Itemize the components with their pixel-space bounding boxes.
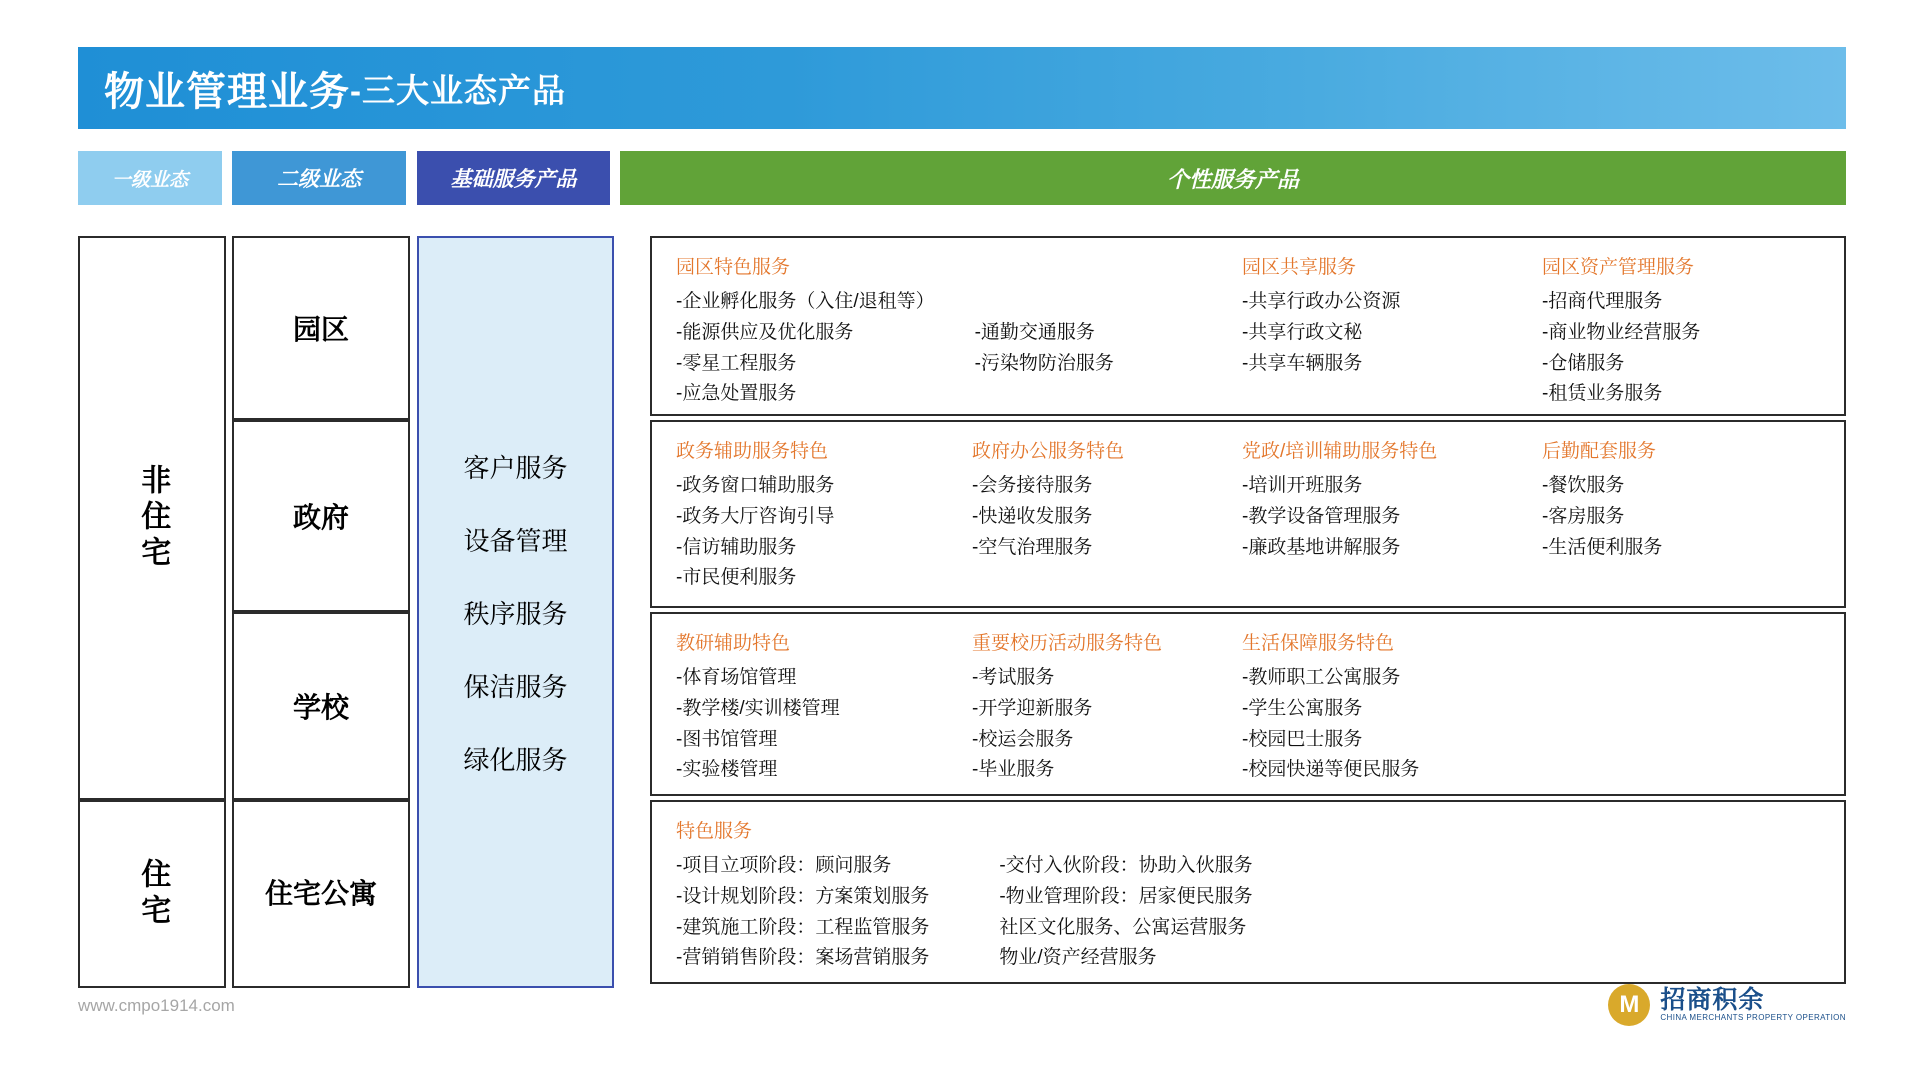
logo-text-en: CHINA MERCHANTS PROPERTY OPERATION: [1660, 1013, 1846, 1023]
service-item: -能源供应及优化服务: [676, 321, 854, 343]
service-item: -教师职工公寓服务: [1242, 667, 1401, 688]
logo-mark-icon: M: [1608, 984, 1650, 1026]
service-group-school-living: [1242, 628, 1419, 786]
service-item: -信访辅助服务: [676, 536, 797, 558]
custom-service-row-government: [650, 420, 1846, 608]
level1-cell-residential: 住宅: [78, 800, 226, 988]
service-item: -招商代理服务: [1542, 291, 1663, 312]
service-group-col: [676, 287, 935, 410]
service-item: -项目立项阶段：顾问服务: [676, 855, 892, 876]
service-item: [975, 287, 1114, 318]
service-item: -学生公寓服务: [1242, 697, 1363, 719]
service-item: -实验楼管理: [676, 759, 778, 781]
custom-service-row-park: [650, 236, 1846, 416]
service-group-title: 生活保障服务特色: [1242, 633, 1395, 654]
service-item: -仓储服务: [1542, 352, 1625, 374]
service-item: -物业管理阶段：居家便民服务: [999, 885, 1253, 907]
custom-service-row-home: [650, 800, 1846, 984]
service-group-col: [975, 287, 1114, 410]
service-group-title: 教研辅助特色: [676, 633, 791, 654]
service-item: -客房服务: [1542, 505, 1625, 527]
service-group-gov-office: [972, 436, 1124, 563]
service-item: -校运会服务: [972, 728, 1074, 750]
service-group-park-shared: [1242, 252, 1400, 379]
service-item: -校园巴士服务: [1242, 728, 1363, 750]
service-group-school-calendar: [972, 628, 1162, 786]
logo-text: [1660, 987, 1846, 1023]
service-item: -交付入伙阶段：协助入伙服务: [999, 855, 1253, 876]
service-group-school-teaching: [676, 628, 840, 786]
service-group-col: [676, 851, 929, 974]
service-item: -市民便利服务: [676, 567, 797, 589]
service-group-home-feature: [676, 816, 1253, 974]
header-custom-service: 个性服务产品: [620, 151, 1846, 205]
company-logo: [1608, 984, 1846, 1026]
service-group-title: 特色服务: [676, 821, 753, 842]
service-item: -生活便利服务: [1542, 536, 1663, 558]
service-group-title: 园区特色服务: [676, 257, 791, 278]
level2-cell-home-line1: 住宅: [264, 877, 321, 909]
page-subtitle: -三大业态产品: [350, 71, 566, 109]
service-item: -教学楼/实训楼管理: [676, 697, 840, 719]
service-item: -政务窗口辅助服务: [676, 475, 835, 496]
service-item: -毕业服务: [972, 759, 1055, 781]
service-item: -考试服务: [972, 667, 1055, 688]
service-group-park-feature: [676, 252, 1114, 410]
service-item: -培训开班服务: [1242, 475, 1363, 496]
service-item: -建筑施工阶段：工程监管服务: [676, 916, 930, 938]
service-group-title: 园区资产管理服务: [1542, 257, 1695, 278]
service-group-title: 政务辅助服务特色: [676, 441, 829, 462]
level2-cell-home-line2: 公寓: [321, 877, 378, 909]
page-title-bar: [78, 47, 1846, 129]
service-item: 物业/资产经营服务: [999, 947, 1157, 969]
header-level2: 二级业态: [232, 151, 406, 205]
service-item: -图书馆管理: [676, 728, 778, 750]
service-item: -租赁业务服务: [1542, 383, 1663, 405]
service-item: -餐饮服务: [1542, 475, 1625, 496]
service-item: -商业物业经营服务: [1542, 321, 1701, 343]
service-item: -共享行政办公资源: [1242, 291, 1401, 312]
custom-service-row-school: [650, 612, 1846, 796]
service-group-title: 政府办公服务特色: [972, 441, 1125, 462]
service-item: -体育场馆管理: [676, 667, 797, 688]
page-title: 物业管理业务: [104, 69, 350, 114]
service-item: -应急处置服务: [676, 383, 797, 405]
service-item: -通勤交通服务: [974, 321, 1095, 343]
service-item: -教学设备管理服务: [1242, 505, 1401, 527]
service-group-title: 党政/培训辅助服务特色: [1242, 441, 1438, 462]
basic-service-item: 秩序服务: [463, 598, 568, 629]
service-group-col: [999, 851, 1252, 974]
service-item: -零星工程服务: [676, 352, 797, 374]
service-item: -开学迎新服务: [972, 697, 1093, 719]
service-group-park-asset: [1542, 252, 1700, 410]
service-group-title: 后勤配套服务: [1542, 441, 1657, 462]
service-item: -廉政基地讲解服务: [1242, 536, 1401, 558]
service-group-gov-logistics: [1542, 436, 1662, 563]
service-item: -共享车辆服务: [1242, 352, 1363, 374]
basic-service-item: 客户服务: [463, 452, 568, 483]
service-item: -共享行政文秘: [1242, 321, 1363, 343]
basic-service-item: 保洁服务: [463, 671, 568, 702]
level2-cell-government: 政府: [232, 420, 410, 612]
service-item: -污染物防治服务: [974, 352, 1114, 374]
basic-service-item: 绿化服务: [463, 744, 568, 775]
level1-cell-non-residential: 非住宅: [78, 236, 226, 800]
header-basic-service: 基础服务产品: [417, 151, 610, 205]
service-group-title: 园区共享服务: [1242, 257, 1357, 278]
logo-text-cn: 招商积余: [1660, 985, 1765, 1014]
basic-service-column: [417, 236, 614, 988]
service-item: -快递收发服务: [972, 505, 1093, 527]
service-group-gov-affairs: [676, 436, 834, 594]
basic-service-item: 设备管理: [463, 525, 568, 556]
header-level1: 一级业态: [78, 151, 222, 205]
service-item: -企业孵化服务（入住/退租等）: [676, 291, 935, 312]
service-item: -设计规划阶段：方案策划服务: [676, 885, 930, 907]
service-group-gov-training: [1242, 436, 1437, 563]
site-url: www.cmpo1914.com: [78, 996, 235, 1015]
service-item: -政务大厅咨询引导: [676, 505, 835, 527]
level2-cell-school: 学校: [232, 612, 410, 800]
service-item: -校园快递等便民服务: [1242, 759, 1420, 781]
service-item: -空气治理服务: [972, 536, 1093, 558]
service-item: 社区文化服务、公寓运营服务: [999, 916, 1247, 938]
level2-cell-home: [232, 800, 410, 988]
service-item: -会务接待服务: [972, 475, 1093, 496]
service-group-title: 重要校历活动服务特色: [972, 633, 1163, 654]
level2-cell-park: 园区: [232, 236, 410, 420]
service-item: -营销销售阶段：案场营销服务: [676, 947, 930, 969]
